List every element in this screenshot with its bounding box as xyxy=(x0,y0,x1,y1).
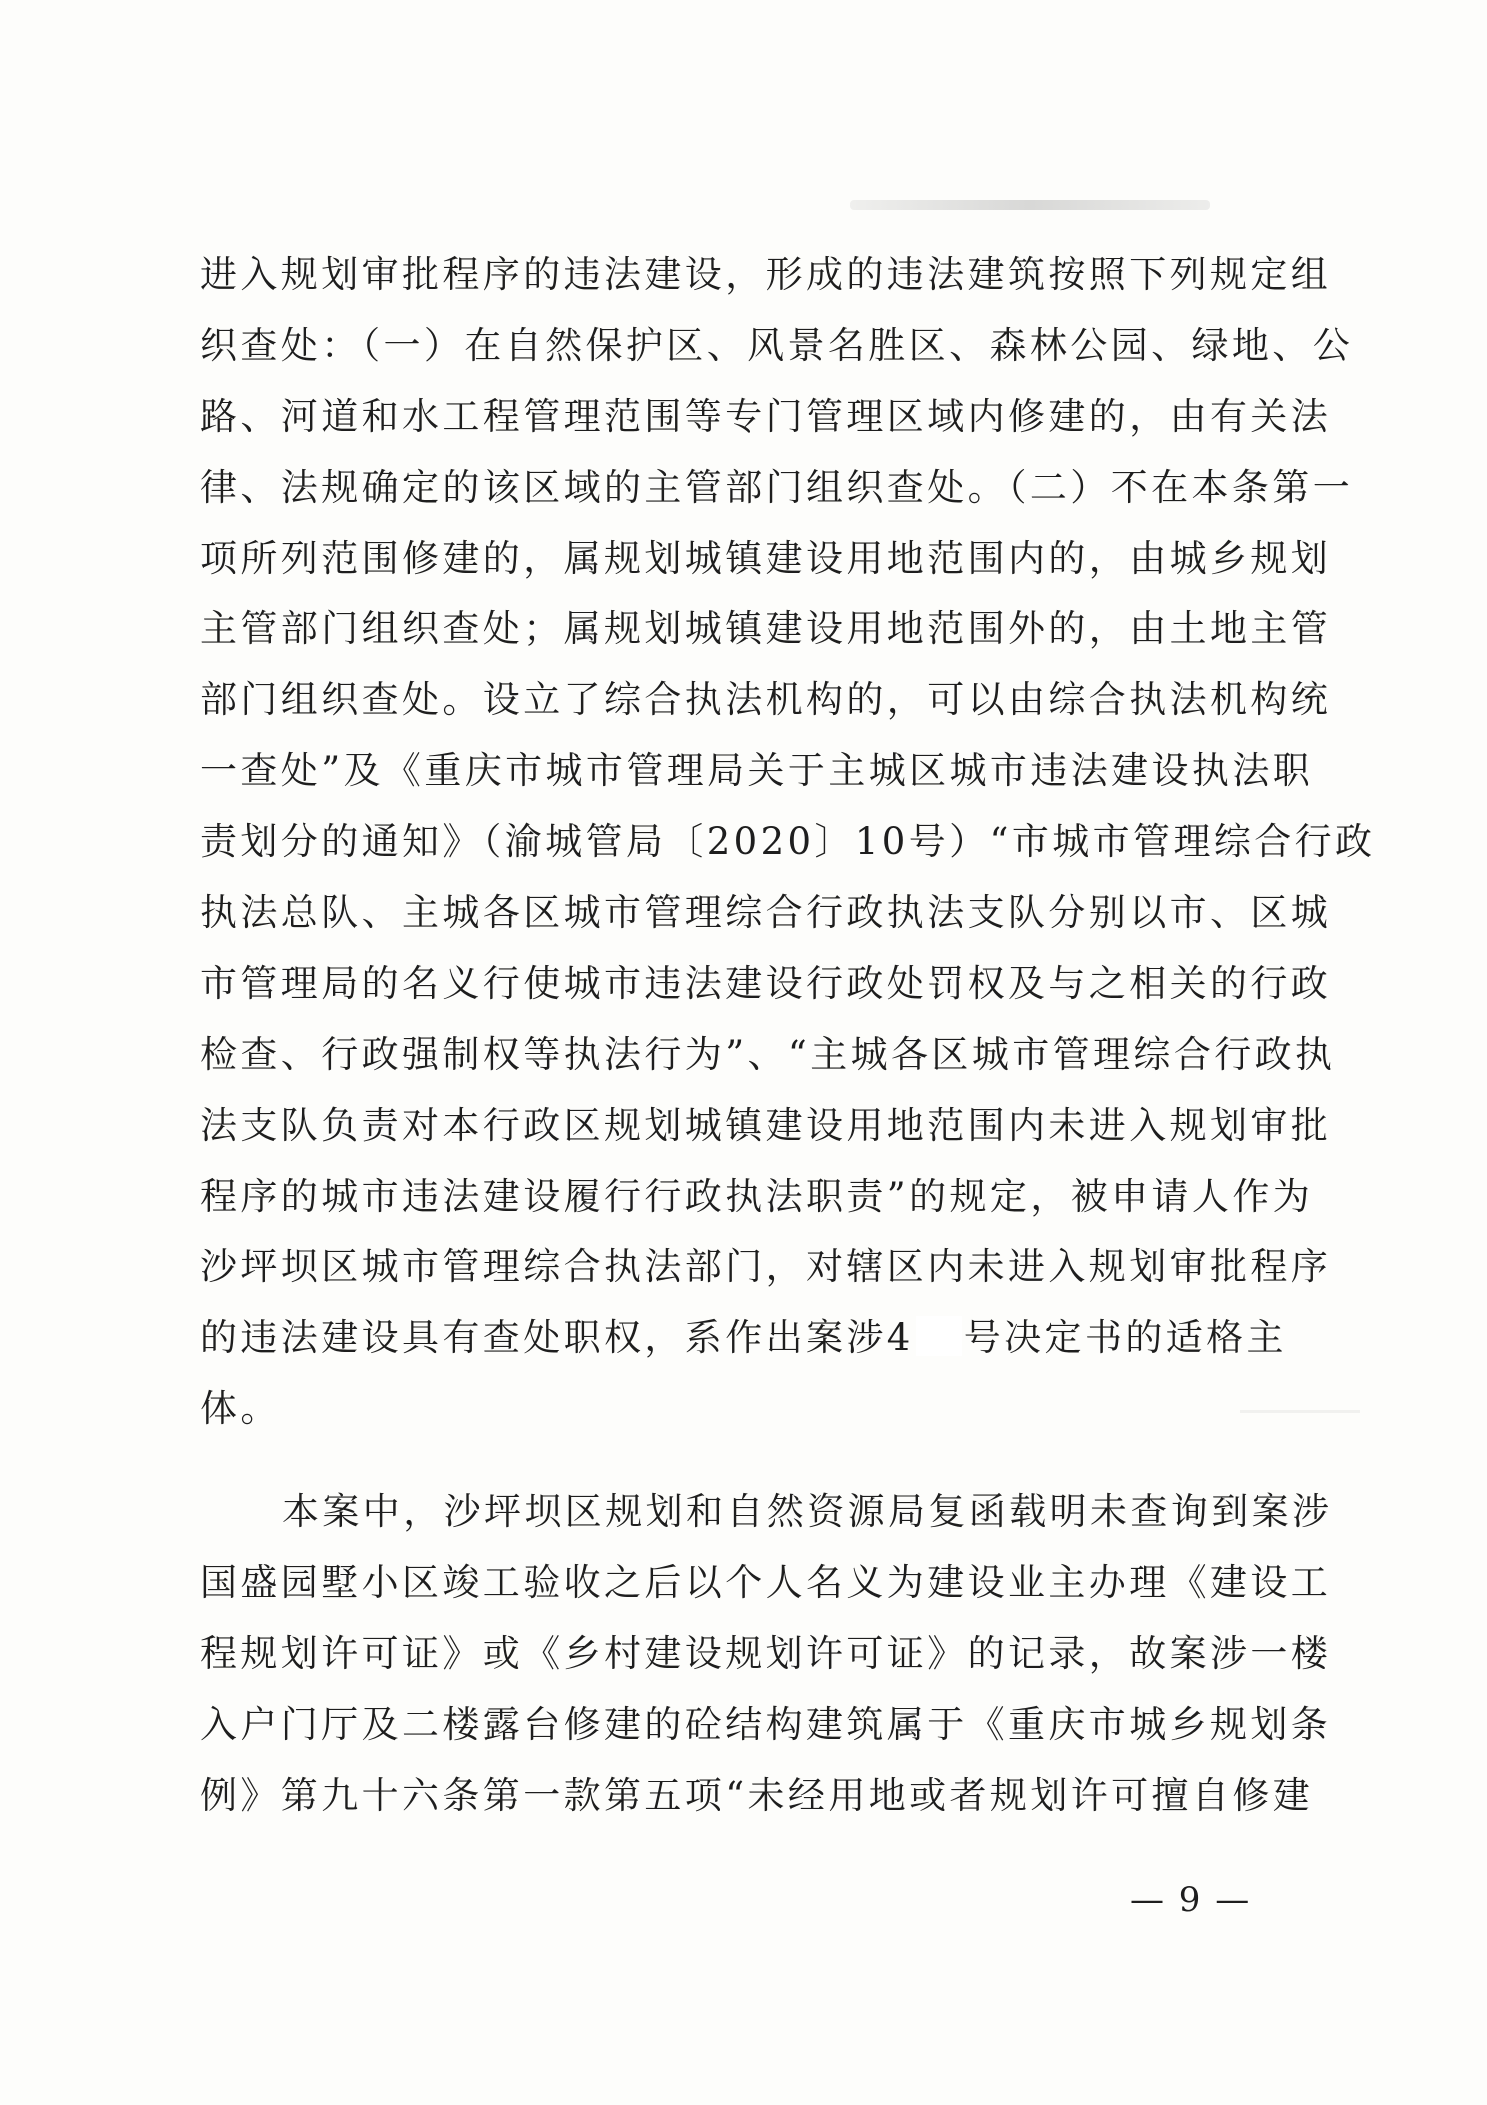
paragraph-gap xyxy=(200,1445,1310,1477)
text-fragment: 的违法建设具有查处职权，系作出案涉4 xyxy=(200,1316,914,1360)
text-line: 责划分的通知》（渝城管局〔2020〕10号）“市城市管理综合行政 xyxy=(200,820,1376,864)
document-body xyxy=(200,240,1376,1832)
text-line: 体。 xyxy=(200,1387,281,1431)
text-line: 主管部门组织查处；属规划城镇建设用地范围外的，由土地主管 xyxy=(200,607,1332,651)
text-line: 进入规划审批程序的违法建设，形成的违法建筑按照下列规定组 xyxy=(200,253,1332,296)
text-line: 入户门厅及二楼露台修建的砼结构建筑属于《重庆市城乡规划条 xyxy=(200,1702,1332,1746)
text-line: 沙坪坝区城市管理综合执法部门，对辖区内未进入规划审批程序 xyxy=(200,1245,1332,1289)
text-line: 一查处”及《重庆市城市管理局关于主城区城市违法建设执法职 xyxy=(200,749,1314,793)
page-number: — 9 — xyxy=(1130,1880,1252,1920)
text-fragment: 号决定书的适格主 xyxy=(963,1316,1287,1360)
paragraph-first-line: 本案中，沙坪坝区规划和自然资源局复函载明未查询到案涉 xyxy=(282,1490,1333,1534)
text-line: 国盛园墅小区竣工验收之后以个人名义为建设业主办理《建设工 xyxy=(200,1561,1332,1605)
text-line: 检查、行政强制权等执法行为”、“主城各区城市管理综合行政执 xyxy=(200,1032,1336,1076)
text-line: 部门组织查处。设立了综合执法机构的，可以由综合执法机构统 xyxy=(200,678,1332,722)
text-line: 程规划许可证》或《乡村建设规划许可证》的记录，故案涉一楼 xyxy=(200,1631,1332,1675)
text-line: 法支队负责对本行政区规划城镇建设用地范围内未进入规划审批 xyxy=(200,1103,1332,1147)
text-line: 路、河道和水工程管理范围等专门管理区域内修建的，由有关法 xyxy=(200,394,1332,438)
redaction-box xyxy=(916,1316,962,1356)
text-line-redacted xyxy=(200,1303,1310,1374)
scan-artifact xyxy=(850,200,1210,210)
text-line: 例》第九十六条第一款第五项“未经用地或者规划许可擅自修建 xyxy=(200,1773,1314,1817)
text-line: 程序的城市违法建设履行行政执法职责”的规定，被申请人作为 xyxy=(200,1174,1314,1218)
text-line: 律、法规确定的该区域的主管部门组织查处。（二）不在本条第一 xyxy=(200,465,1354,509)
text-line: 织查处：（一）在自然保护区、风景名胜区、森林公园、绿地、公 xyxy=(200,323,1354,367)
text-line: 执法总队、主城各区城市管理综合行政执法支队分别以市、区城 xyxy=(200,891,1332,935)
text-line: 项所列范围修建的，属规划城镇建设用地范围内的，由城乡规划 xyxy=(200,536,1332,580)
text-line: 市管理局的名义行使城市违法建设行政处罚权及与之相关的行政 xyxy=(200,961,1332,1005)
